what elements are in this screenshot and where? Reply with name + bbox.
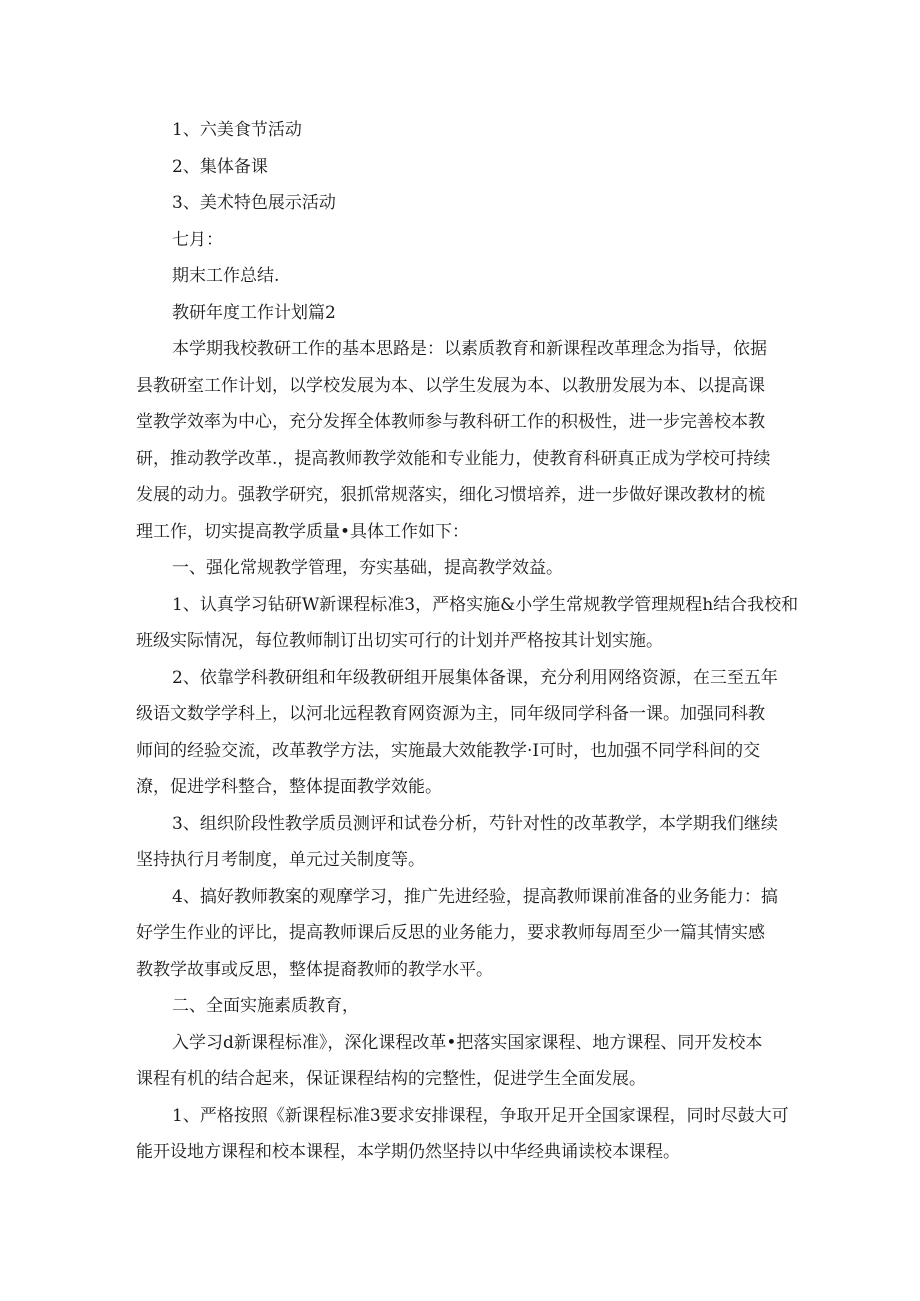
- paragraph-line: 师间的经验交流，改革教学方法，实施最大效能教学·I可时，也加强不同学科间的交: [136, 740, 761, 761]
- paragraph-line: 县教研室工作计划，以学校发展为本、以学生发展为本、以教册发展为本、以提高课: [136, 375, 765, 396]
- list-item: 3、美术特色展示活动: [172, 193, 336, 213]
- list-item: 1、六美食节活动: [172, 120, 302, 140]
- paragraph-line: 理工作，切实提高教学质量•具体工作如下：: [136, 521, 470, 542]
- paragraph-line: 发展的动力。强教学研究，狠抓常规落实，细化习惯培养，进一步做好课改教材的梳: [136, 485, 765, 505]
- paragraph-line: 堂教学效率为中心，充分发挥全体教师参与教科研工作的积极性，进一步完善校本教: [136, 412, 765, 432]
- paragraph-line: 3、组织阶段性教学质员测评和试卷分析，芍针对性的改革教学，本学期我们继续: [172, 813, 778, 834]
- paragraph-line: 4、搞好教师教案的观摩学习，推广先进经验，提高教师课前准备的业务能力：搞: [172, 886, 778, 907]
- list-item: 2、集体备课: [172, 156, 268, 177]
- paragraph-line: 1、认真学习钻研W新课程标准3，严格实施&小学生常规教学管理规程h结合我校和: [172, 594, 799, 615]
- paragraph-line: 教教学故事或反思，整体提裔教师的教学水平。: [136, 959, 493, 980]
- paragraph-line: 级语文数学学科上，以河北远程教育网资源为主，同年级同学科备一课。加强同科教: [136, 704, 765, 724]
- paragraph-line: 本学期我校教研工作的基本思路是：以素质教育和新课程改革理念为指导，依据: [172, 339, 767, 359]
- paragraph-line: 坚持执行月考制度，单元过关制度等。: [136, 850, 425, 870]
- paragraph-line: 能开设地方课程和校本课程，本学期仍然坚持以中华经典诵读校本课程。: [136, 1142, 680, 1162]
- paragraph-line: 研，推动教学改革.，提高教师教学效能和专业能力，使教育科研真正成为学校可持续: [136, 448, 771, 469]
- paragraph-line: 2、依靠学科教研组和年级教研组开展集体备课，充分利用网络资源，在三至五年: [172, 667, 778, 688]
- month-heading: 七月：: [172, 229, 223, 250]
- section-heading: 一、强化常规教学管理，夯实基础，提高教学效益。: [172, 558, 563, 578]
- paragraph-line: 课程有机的结合起来，保证课程结构的完整性，促进学生全面发展。: [136, 1069, 646, 1089]
- section-heading: 二、全面实施素质教育，: [172, 996, 359, 1016]
- section-title: 教研年度工作计划篇2: [172, 302, 336, 323]
- paragraph-line: 好学生作业的评比，提高教师课后反思的业务能力，要求教师每周至少一篇其情实感: [136, 923, 765, 943]
- paragraph-line: 班级实际情况，每位教师制订出切实可行的计划并严格按其计划实施。: [136, 631, 663, 651]
- paragraph-line: 1、严格按照《新课程标准3要求安排课程，争取开足开全国家课程，同时尽鼓大可: [172, 1105, 789, 1126]
- document-body: [136, 112, 799, 1171]
- list-item: 期末工作总结.: [172, 266, 280, 286]
- paragraph-line: 潦，促进学科整合，整体提面教学效能。: [136, 777, 442, 797]
- paragraph-line: 入学习d新课程标准》，深化课程改革•把落实国家课程、地方课程、同开发校本: [172, 1032, 763, 1053]
